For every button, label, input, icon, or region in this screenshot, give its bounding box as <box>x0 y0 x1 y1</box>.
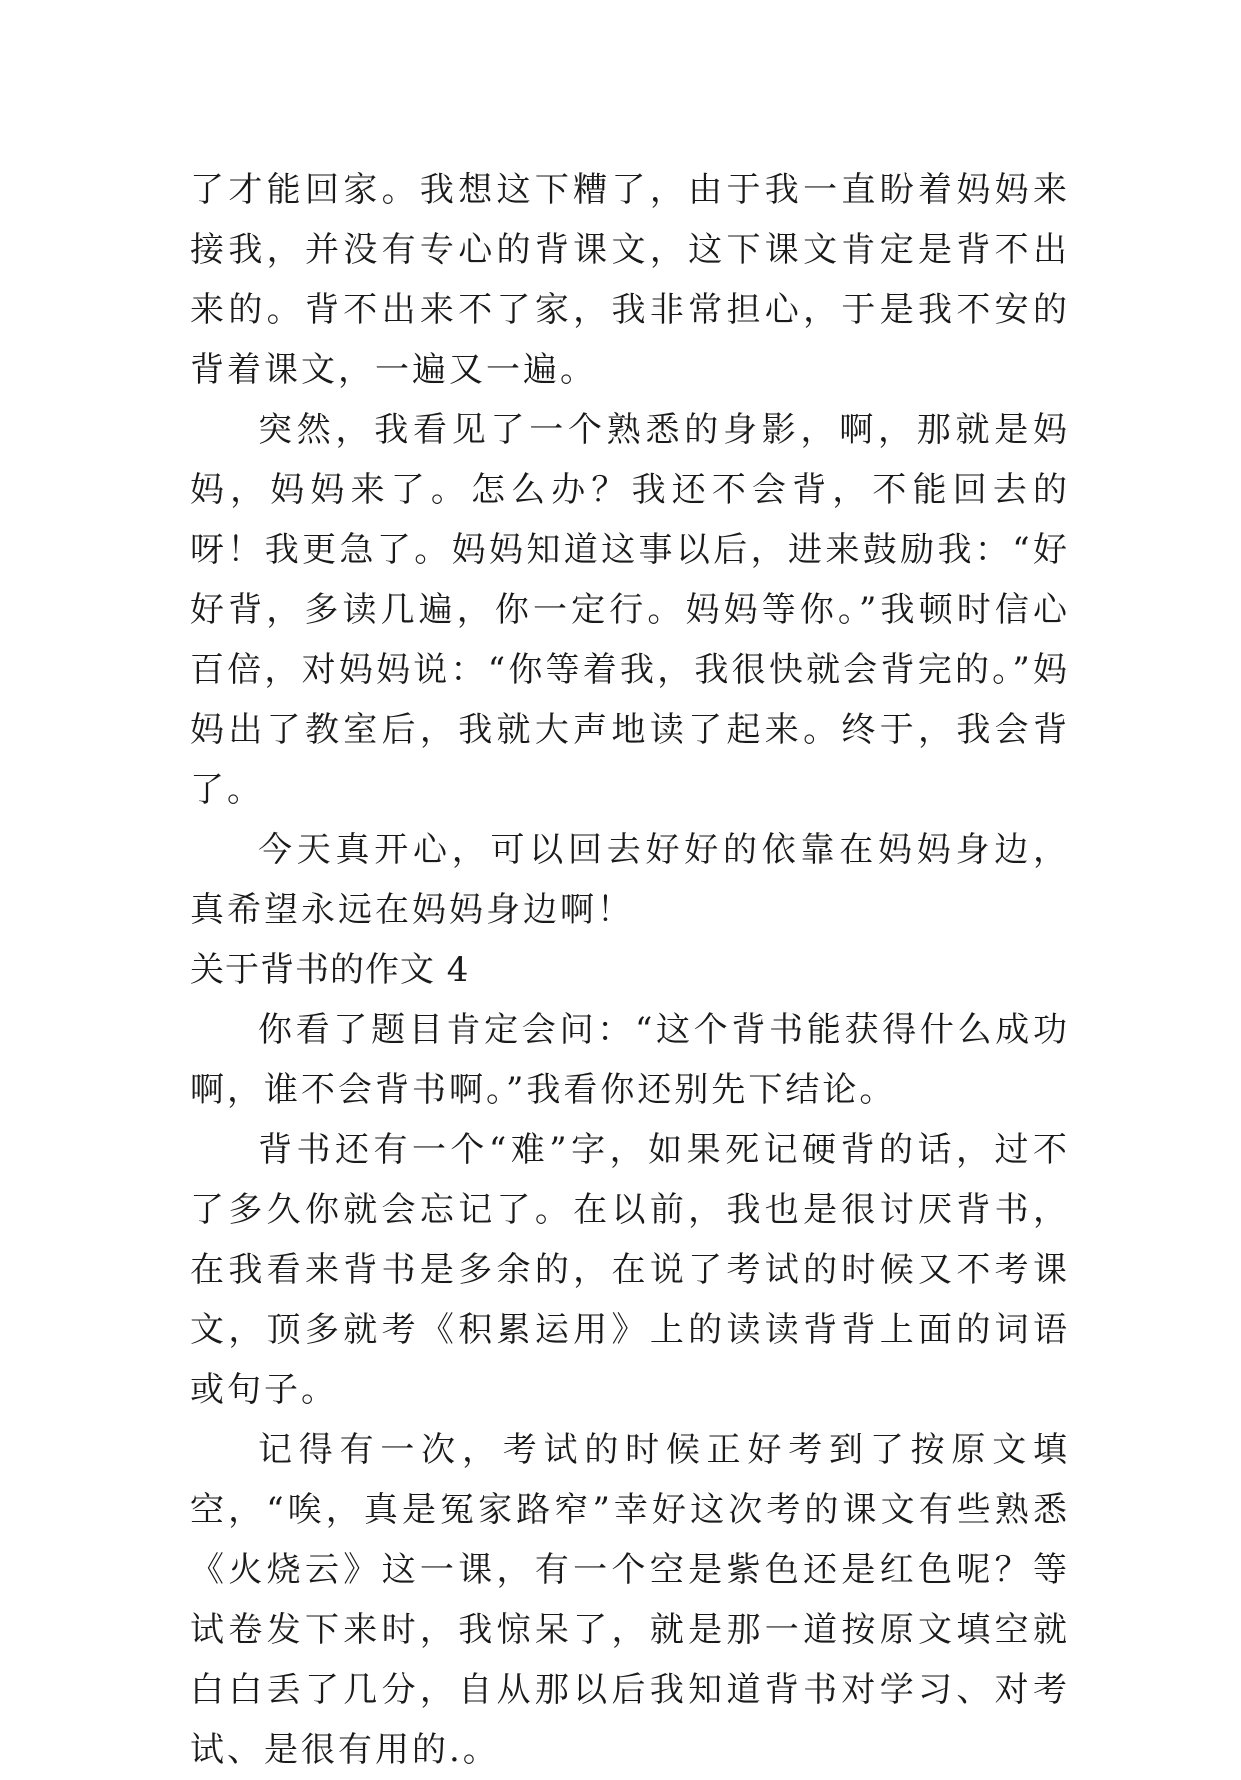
paragraph-2: 突然，我看见了一个熟悉的身影，啊，那就是妈妈，妈妈来了。怎么办？我还不会背，不能回去的呀！我更急了。妈妈知道这事以后，进来鼓励我：“好好背，多读几遍，你一定行。妈妈等你。”我顿时信心百倍，对妈妈说：“你等着我，我很快就会背完的。”妈妈出了教室后，我就大声地读了起来。终于，我会背了。 <box>190 410 1070 810</box>
paragraph-4: 你看了题目肯定会问：“这个背书能获得什么成功啊，谁不会背书啊。”我看你还别先下结论。 <box>190 1010 1070 1110</box>
document-body <box>190 160 1070 1780</box>
paragraph-3: 今天真开心，可以回去好好的依靠在妈妈身边，真希望永远在妈妈身边啊！ <box>190 830 1070 930</box>
paragraph-5: 背书还有一个“难”字，如果死记硬背的话，过不了多久你就会忘记了。在以前，我也是很讨厌背书，在我看来背书是多余的，在说了考试的时候又不考课文，顶多就考《积累运用》上的读读背背上面的词语或句子。 <box>190 1130 1070 1410</box>
paragraph-6: 记得有一次，考试的时候正好考到了按原文填空，“唉，真是冤家路窄”幸好这次考的课文有些熟悉《火烧云》这一课，有一个空是紫色还是红色呢？等试卷发下来时，我惊呆了，就是那一道按原文填空就白白丢了几分，自从那以后我知道背书对学习、对考试、是很有用的.。 <box>190 1430 1070 1770</box>
paragraph-1: 了才能回家。我想这下糟了，由于我一直盼着妈妈来接我，并没有专心的背课文，这下课文肯定是背不出来的。背不出来不了家，我非常担心，于是我不安的背着课文，一遍又一遍。 <box>190 170 1070 390</box>
section-heading: 关于背书的作文 4 <box>190 950 470 990</box>
